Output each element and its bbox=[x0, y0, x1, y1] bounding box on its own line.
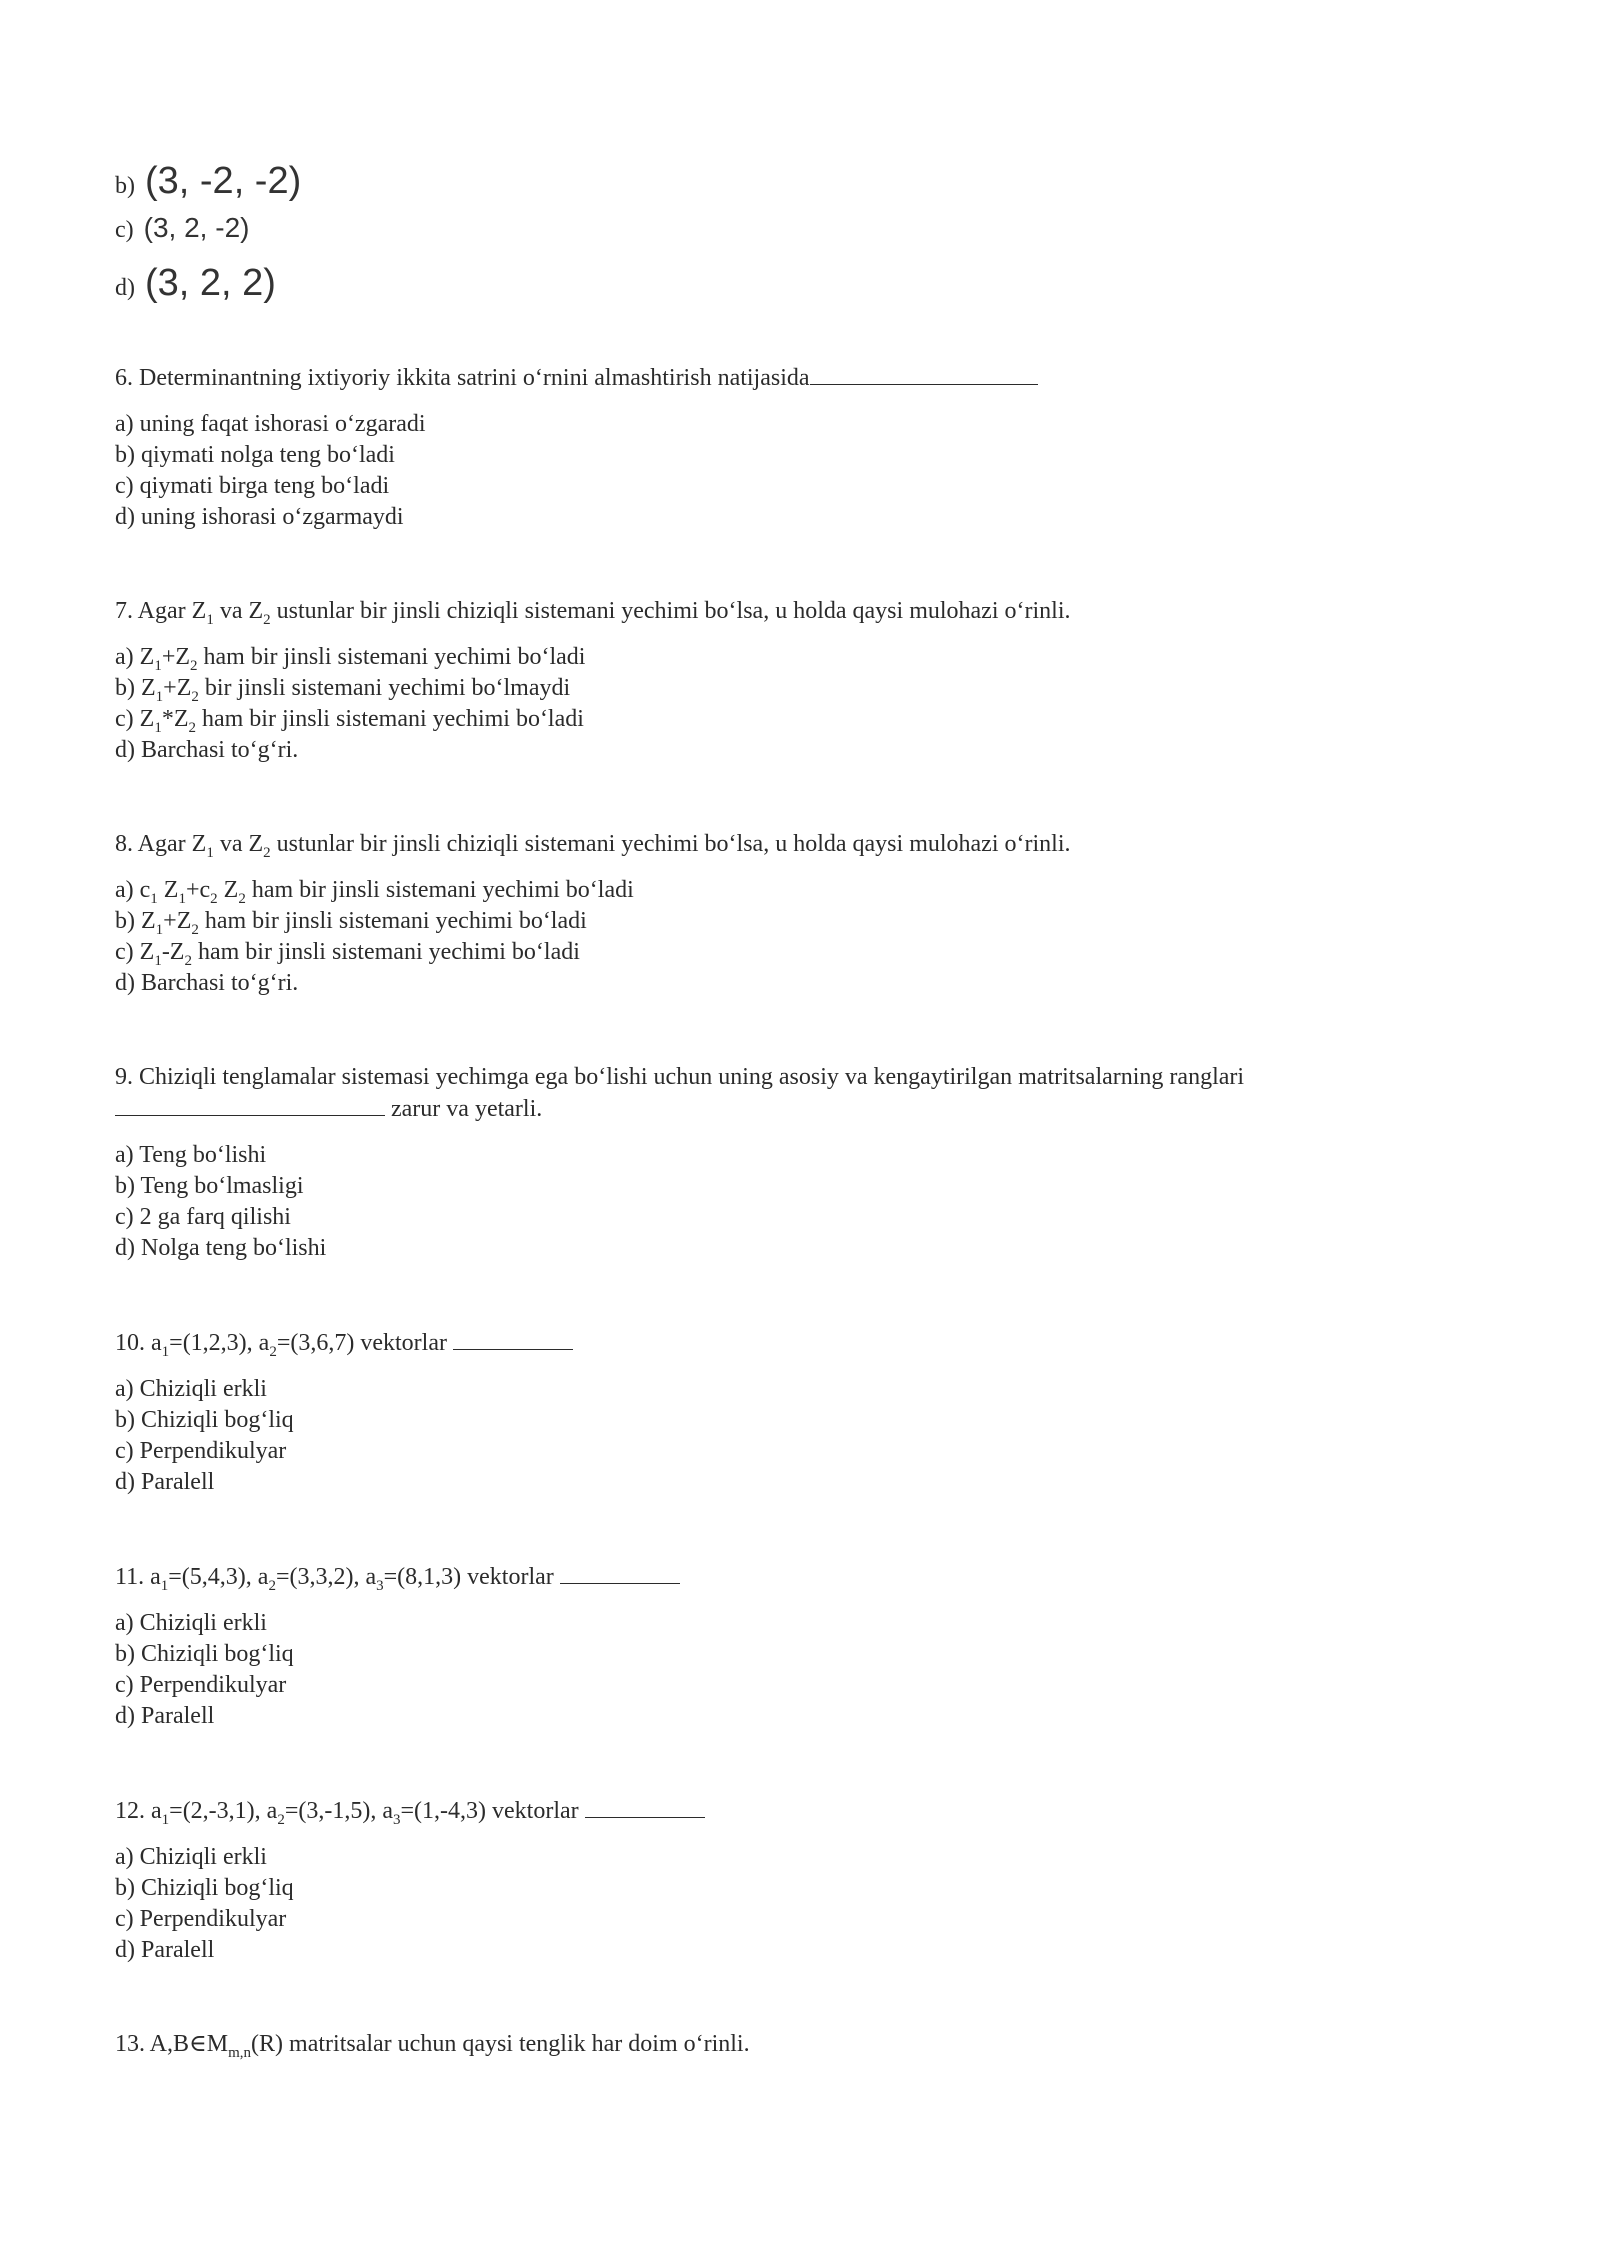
question-8 bbox=[115, 829, 1495, 999]
lead-option-d-value: (3, 2, 2) bbox=[145, 262, 276, 304]
option-d: d) Paralell bbox=[115, 1469, 215, 1495]
option-b: b) Chiziqli bog‘liq bbox=[115, 1875, 294, 1901]
option-d: d) uning ishorasi o‘zgarmaydi bbox=[115, 504, 404, 530]
option-b: b) Chiziqli bog‘liq bbox=[115, 1641, 294, 1667]
answer-blank bbox=[810, 362, 1038, 385]
question-7 bbox=[115, 596, 1495, 766]
question-9-text: 9. Chiziqli tenglamalar sistemasi yechimga ega bo‘lishi uchun uning asosiy va kengaytirilgan matritsalarning ranglari zarur va yetarli. bbox=[115, 1064, 1245, 1122]
option-d: d) Barchasi to‘g‘ri. bbox=[115, 737, 299, 763]
option-a: a) Chiziqli erkli bbox=[115, 1610, 267, 1636]
lead-option-b-value: (3, -2, -2) bbox=[145, 160, 302, 202]
option-a: a) $Z_1+Z_2$ ham bir jinsli sistemani yechimi bo‘ladi bbox=[115, 644, 586, 674]
question-6-prompt: 6. Determinantning ixtiyoriy ikkita satrini o‘rnini almashtirish natijasida bbox=[115, 365, 810, 391]
answer-blank bbox=[585, 1795, 705, 1818]
question-13 bbox=[115, 2029, 1495, 2060]
question-8-options bbox=[115, 875, 1495, 999]
option-a: a) uning faqat ishorasi o‘zgaradi bbox=[115, 411, 426, 437]
option-a: a) Teng bo‘lishi bbox=[115, 1142, 267, 1168]
option-b: b) qiymati nolga teng bo‘ladi bbox=[115, 442, 395, 468]
question-6-options bbox=[115, 409, 1495, 533]
option-d: d) Paralell bbox=[115, 1703, 215, 1729]
question-10-text: 10. $a_1=(1,2,3)$, $a_2=(3,6,7)$ vektorlar bbox=[115, 1327, 1495, 1359]
document-page bbox=[115, 150, 1495, 2075]
lead-option-c-value: (3, 2, -2) bbox=[143, 212, 250, 243]
question-7-options bbox=[115, 642, 1495, 766]
option-b: b) Teng bo‘lmasligi bbox=[115, 1173, 304, 1199]
question-11-text: 11. $a_1=(5,4,3)$, $a_2=(3,3,2)$, $a_3=(8,1,3)$ vektorlar bbox=[115, 1561, 1495, 1593]
question-10-options bbox=[115, 1374, 1495, 1498]
question-8-text: 8. Agar $Z_1$ va $Z_2$ ustunlar bir jinsli chiziqli sistemani yechimi bo‘lsa, u holda qaysi mulohazi o‘rinli. bbox=[115, 831, 1071, 861]
question-13-text: 13. $A,B\in M_{m,n}(R)$ matritsalar uchun qaysi tenglik har doim o‘rinli. bbox=[115, 2031, 750, 2061]
lead-option-d bbox=[115, 256, 1495, 316]
lead-option-b bbox=[115, 150, 1495, 210]
question-12-options bbox=[115, 1842, 1495, 1966]
option-c: c) Perpendikulyar bbox=[115, 1672, 287, 1698]
option-c: c) 2 ga farq qilishi bbox=[115, 1204, 291, 1230]
option-a: a) Chiziqli erkli bbox=[115, 1844, 267, 1870]
option-c: c) qiymati birga teng bo‘ladi bbox=[115, 473, 390, 499]
question-7-text: 7. Agar $Z_1$ va $Z_2$ ustunlar bir jinsli chiziqli sistemani yechimi bo‘lsa, u holda qaysi mulohazi o‘rinli. bbox=[115, 598, 1071, 628]
lead-option-d-label: d) bbox=[115, 275, 135, 301]
question-11-options bbox=[115, 1608, 1495, 1732]
option-b: b) $Z_1+Z_2$ bir jinsli sistemani yechimi bo‘lmaydi bbox=[115, 675, 571, 705]
question-12-text: 12. $a_1=(2,-3,1)$, $a_2=(3,-1,5)$, $a_3=(1,-4,3)$ vektorlar bbox=[115, 1795, 1495, 1827]
lead-option-c bbox=[115, 210, 1495, 256]
question-11 bbox=[115, 1561, 1495, 1732]
option-b: b) Chiziqli bog‘liq bbox=[115, 1407, 294, 1433]
question-9 bbox=[115, 1062, 1495, 1264]
question-12 bbox=[115, 1795, 1495, 1966]
option-d: d) Nolga teng bo‘lishi bbox=[115, 1235, 327, 1261]
question-10 bbox=[115, 1327, 1495, 1498]
option-c: c) Perpendikulyar bbox=[115, 1906, 287, 1932]
option-d: d) Barchasi to‘g‘ri. bbox=[115, 970, 299, 996]
question-6 bbox=[115, 362, 1495, 533]
answer-blank bbox=[453, 1327, 573, 1350]
lead-option-c-label: c) bbox=[115, 217, 134, 243]
question-6-text bbox=[115, 362, 1495, 394]
option-c: c) $Z_1-Z_2$ ham bir jinsli sistemani yechimi bo‘ladi bbox=[115, 939, 580, 969]
answer-blank bbox=[560, 1561, 680, 1584]
option-d: d) Paralell bbox=[115, 1937, 215, 1963]
answer-blank bbox=[115, 1093, 385, 1116]
option-c: c) Perpendikulyar bbox=[115, 1438, 287, 1464]
option-a: a) Chiziqli erkli bbox=[115, 1376, 267, 1402]
option-c: c) $Z_1*Z_2$ ham bir jinsli sistemani yechimi bo‘ladi bbox=[115, 706, 584, 736]
option-b: b) $Z_1+Z_2$ ham bir jinsli sistemani yechimi bo‘ladi bbox=[115, 908, 587, 938]
lead-option-b-label: b) bbox=[115, 173, 135, 199]
question-9-options bbox=[115, 1140, 1495, 1264]
option-a: a) $c_1$ $Z_1+c_2$ $Z_2$ ham bir jinsli sistemani yechimi bo‘ladi bbox=[115, 877, 634, 907]
